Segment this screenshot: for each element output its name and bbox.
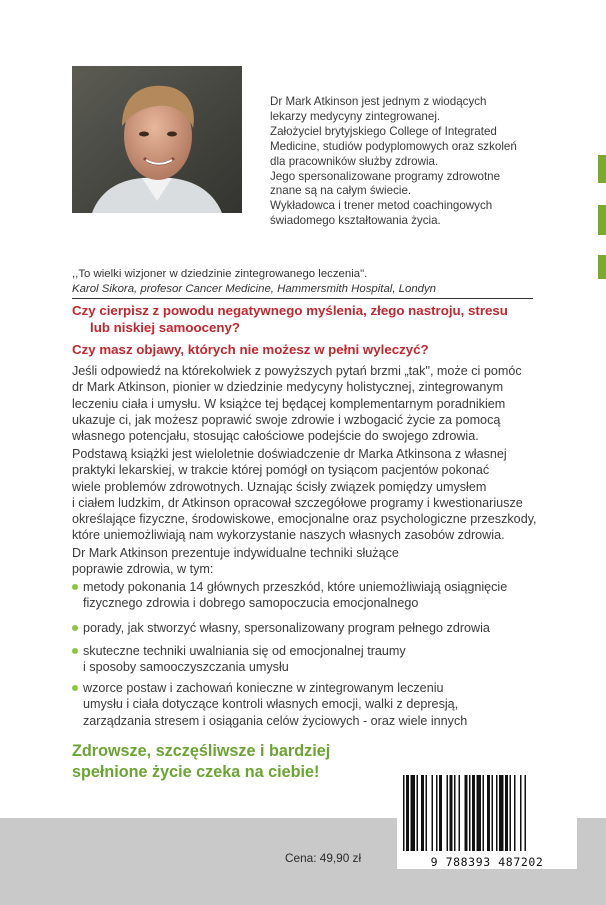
paragraph-line: własnego potencjału, stosując całościowe podejście do swojego zdrowia. [72,429,479,444]
bullet-dot-icon [72,584,78,590]
bullet-line: umysłu i ciała dotyczące kontroli własnych emocji, walki z depresją, [83,697,459,712]
bio-line: Jego spersonalizowane programy zdrowotne [270,169,501,183]
bullet-dot-icon [72,685,78,691]
spine-edge-strip [598,155,606,183]
question-1-line-2: lub niskiej samooceny? [90,319,241,335]
bio-line: lekarzy medycyny zintegrowanej. [270,109,441,123]
bullet-dot-icon [72,648,78,654]
bullet-line: skuteczne techniki uwalniania się od emocjonalnej traumy [83,644,406,658]
bullet-line: zarządzania stresem i osiągania celów życiowych - oraz wiele innych [83,713,468,728]
question-1-line-1: Czy cierpisz z powodu negatywnego myślenia, złego nastroju, stresu [72,303,508,318]
slogan-line-1: Zdrowsze, szczęśliwsze i bardziej [72,742,331,760]
bio-line: Założyciel brytyjskiego College of Integrated [270,124,497,138]
bullet-item [72,680,467,729]
isbn-number: 9 788393 487202 [430,855,544,869]
bio-line: Dr Mark Atkinson jest jednym z wiodących [270,95,487,108]
barcode-bars [397,771,577,855]
bullet-dot-icon [72,625,78,631]
slogan-line-2: spełnione życie czeka na ciebie! [72,762,320,781]
paragraph-line: dr Mark Atkinson, pionier w dziedzinie medycyny holistycznej, zintegrowanym [72,380,504,395]
paragraph-basis [72,446,572,544]
paragraph-line: poprawie zdrowia, w tym: [72,562,214,577]
bullet-line: i sposoby samooczyszczania umysłu [83,660,289,675]
divider [72,298,533,299]
author-bio [270,95,570,229]
paragraph-line: wiele problemów zdrowotnych. Uznając ścisły związek pomiędzy umysłem [72,479,487,494]
bio-line: Medicine, studiów podyplomowych oraz szkoleń [270,139,517,153]
quote-text: ,,To wielki wizjoner w dziedzinie zintegrowanego leczenia". [72,268,368,280]
question-2: Czy masz objawy, których nie możesz w pełni wyleczyć? [72,342,429,357]
spine-edge-strip [598,255,606,279]
paragraph-line: Podstawą książki jest wieloletnie doświadczenie dr Marka Atkinsona z własnej [72,447,507,461]
bullet-line: porady, jak stworzyć własny, spersonalizowany program pełnego zdrowia [83,621,490,635]
bio-line: Wykładowca i trener metod coachingowych [270,199,493,213]
quote-author: Karol Sikora, profesor Cancer Medicine, Hammersmith Hospital, Londyn [72,282,437,295]
bio-line: świadomego kształtowania życia. [270,214,441,228]
paragraph-line: praktyki lekarskiej, w trakcie której pomógł on tysiącom pacjentów pokonać [72,463,490,478]
bio-line: znane są na całym świecie. [270,184,412,198]
bullet-item [72,643,406,676]
slogan [72,741,330,782]
paragraph-line: Dr Mark Atkinson prezentuje indywidualne techniki służące [72,546,399,560]
paragraph-line: i ciałem ludzkim, dr Atkinson opracował szczegółowe programy i kwestionariusze [72,495,523,510]
endorsement-quote [72,267,542,296]
paragraph-techniques [72,545,572,578]
price-label: Cena: 49,90 zł [285,851,362,865]
bullet-line: metody pokonania 14 głównych przeszkód, które uniemożliwiają osiągnięcie [83,580,508,594]
paragraph-intro [72,363,572,444]
bullet-line: fizycznego zdrowia i dobrego samopoczucia emocjonalnego [83,596,419,611]
bullet-line: wzorce postaw i zachowań konieczne w zintegrowanym leczeniu [83,681,444,695]
paragraph-line: które uniemożliwiają nam wykorzystanie naszych własnych zasobów zdrowia. [72,528,505,543]
author-photo [72,66,242,213]
paragraph-line: Jeśli odpowiedź na którekolwiek z powyższych pytań brzmi „tak", może ci pomóc [72,364,522,378]
bullet-item [72,579,507,612]
paragraph-line: ukazuje ci, jak możesz poprawić swoje zdrowie i wzbogacić życie za pomocą [72,412,501,427]
bullet-item [72,620,490,636]
spine-edge-strip [598,205,606,235]
question-1 [72,303,508,337]
bio-line: dla pracowników służby zdrowia. [270,154,439,168]
paragraph-line: określające fizyczne, środowiskowe, emocjonalne oraz psychologiczne przeszkody, [72,512,537,527]
paragraph-line: leczeniu ciała i umysłu. W książce tej będącej komplementarnym poradnikiem [72,396,506,411]
